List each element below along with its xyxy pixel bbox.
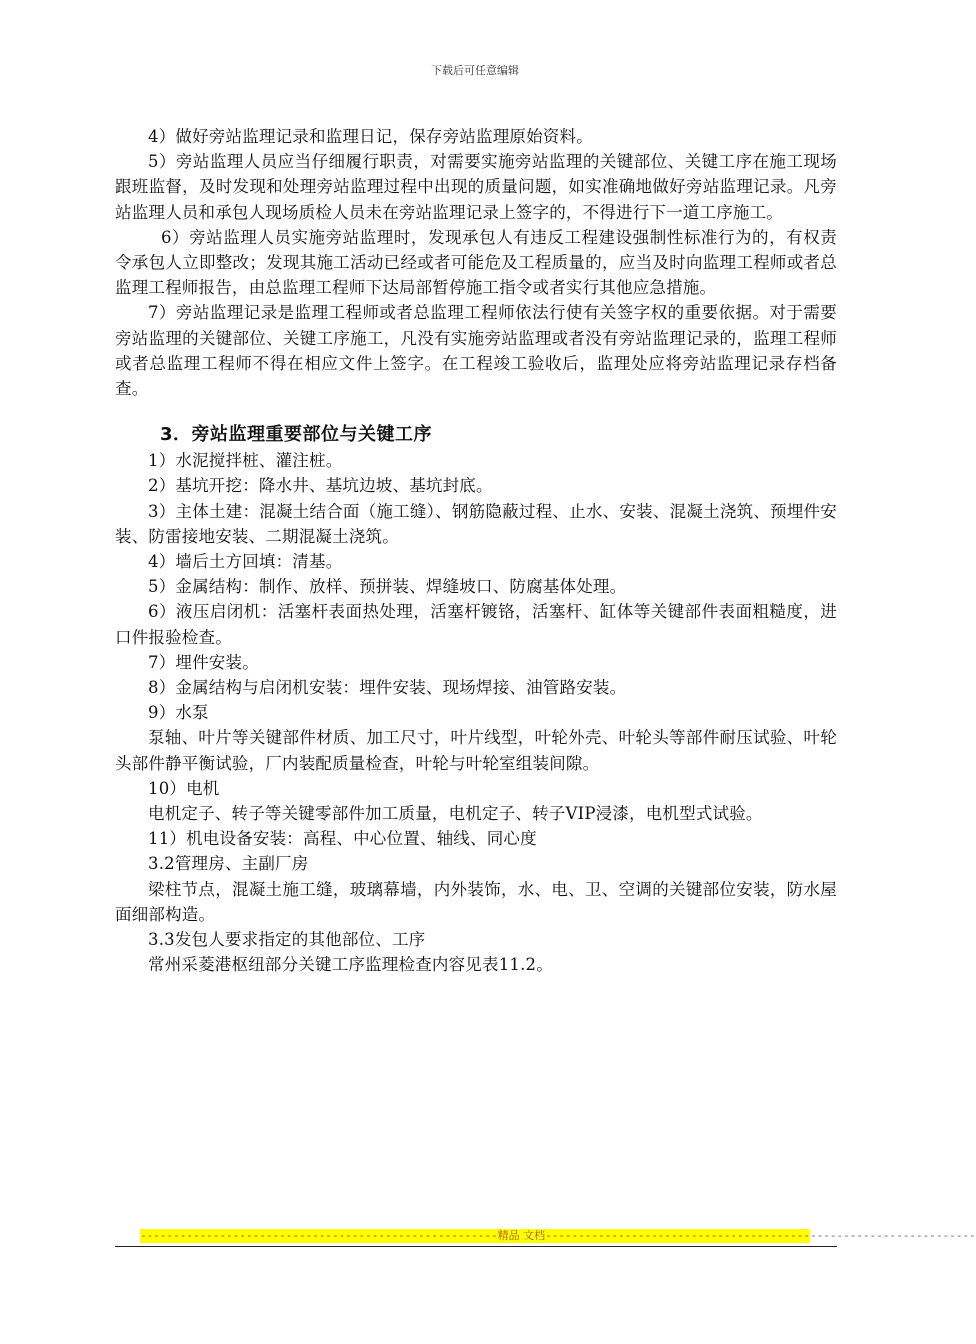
list-item: 10）电机 [148, 778, 220, 798]
document-body [115, 124, 837, 978]
list-item: 11）机电设备安装：高程、中心位置、轴线、同心度 [148, 829, 537, 849]
paragraph-6: 6）旁站监理人员实施旁站监理时，发现承包人有违反工程建设强制性标准行为的，有权责令承包人立即整改；发现其施工活动已经或者可能危及工程质量的，应当及时向监理工程师或者总监理工程师报告，由总监理工程师下达局部暂停施工指令或者实行其他应急措施。 [115, 227, 837, 298]
list-item-detail: 电机定子、转子等关键零部件加工质量，电机定子、转子VIP浸漆，电机型式试验。 [148, 804, 763, 824]
list-item: 9）水泵 [148, 703, 209, 723]
subsection-title: 3.2管理房、主副厂房 [148, 854, 309, 874]
list-item: 2）基坑开挖：降水井、基坑边坡、基坑封底。 [148, 476, 493, 496]
list-item-detail: 常州采菱港枢纽部分关键工序监理检查内容见表11.2。 [148, 955, 553, 975]
list-item: 5）金属结构：制作、放样、预拼装、焊缝坡口、防腐基体处理。 [148, 577, 627, 597]
list-item: 3）主体土建：混凝土结合面（施工缝）、钢筋隐蔽过程、止水、安装、混凝土浇筑、预埋件安装、防雷接地安装、二期混凝土浇筑。 [115, 501, 837, 546]
footer-label: 精品 文档 [497, 1229, 546, 1242]
list-item-detail: 泵轴、叶片等关键部件材质、加工尺寸，叶片线型，叶轮外壳、叶轮头等部件耐压试验、叶轮头部件静平衡试验，厂内装配质量检查，叶轮与叶轮室组装间隙。 [115, 728, 837, 773]
list-item: 6）液压启闭机：活塞杆表面热处理，活塞杆镀铬，活塞杆、缸体等关键部件表面粗糙度，进口件报验检查。 [115, 602, 837, 647]
list-item: 7）埋件安装。 [148, 652, 259, 672]
paragraph-7: 7）旁站监理记录是监理工程师或者总监理工程师依法行使有关签字权的重要依据。对于需要旁站监理的关键部位、关键工序施工，凡没有实施旁站监理或者没有旁站监理记录的，监理工程师或者总监理工程师不得在相应文件上签字。在工程竣工验收后，监理处应将旁站监理记录存档备查。 [115, 303, 837, 399]
footer-dashes-left: ------------------------------------------------------ [140, 1229, 498, 1242]
footer-banner [140, 1229, 976, 1243]
list-item: 4）墙后土方回填：清基。 [148, 552, 343, 572]
subsection-title: 3.3发包人要求指定的其他部位、工序 [148, 930, 426, 950]
paragraph-5: 5）旁站监理人员应当仔细履行职责，对需要实施旁站监理的关键部位、关键工序在施工现场跟班监督，及时发现和处理旁站监理过程中出现的质量问题，如实准确地做好旁站监理记录。凡旁站监理人员和承包人现场质检人员未在旁站监理记录上签字的，不得进行下一道工序施工。 [115, 152, 837, 222]
section-heading: 3．旁站监理重要部位与关键工序 [160, 424, 433, 446]
paragraph-4: 4）做好旁站监理记录和监理日记，保存旁站监理原始资料。 [148, 127, 593, 146]
list-item-detail: 梁柱节点，混凝土施工缝，玻璃幕墙，内外装饰，水、电、卫、空调的关键部位安装，防水屋面细部构造。 [115, 879, 837, 924]
list-item: 1）水泥搅拌桩、灌注桩。 [148, 451, 343, 471]
list-item: 8）金属结构与启闭机安装：埋件安装、现场焊接、油管路安装。 [148, 678, 627, 698]
footer-dashes-right: ----------------------------------------------------------------- [545, 1229, 976, 1242]
header-note: 下载后可任意编辑 [431, 64, 519, 77]
footer-divider [115, 1246, 837, 1247]
